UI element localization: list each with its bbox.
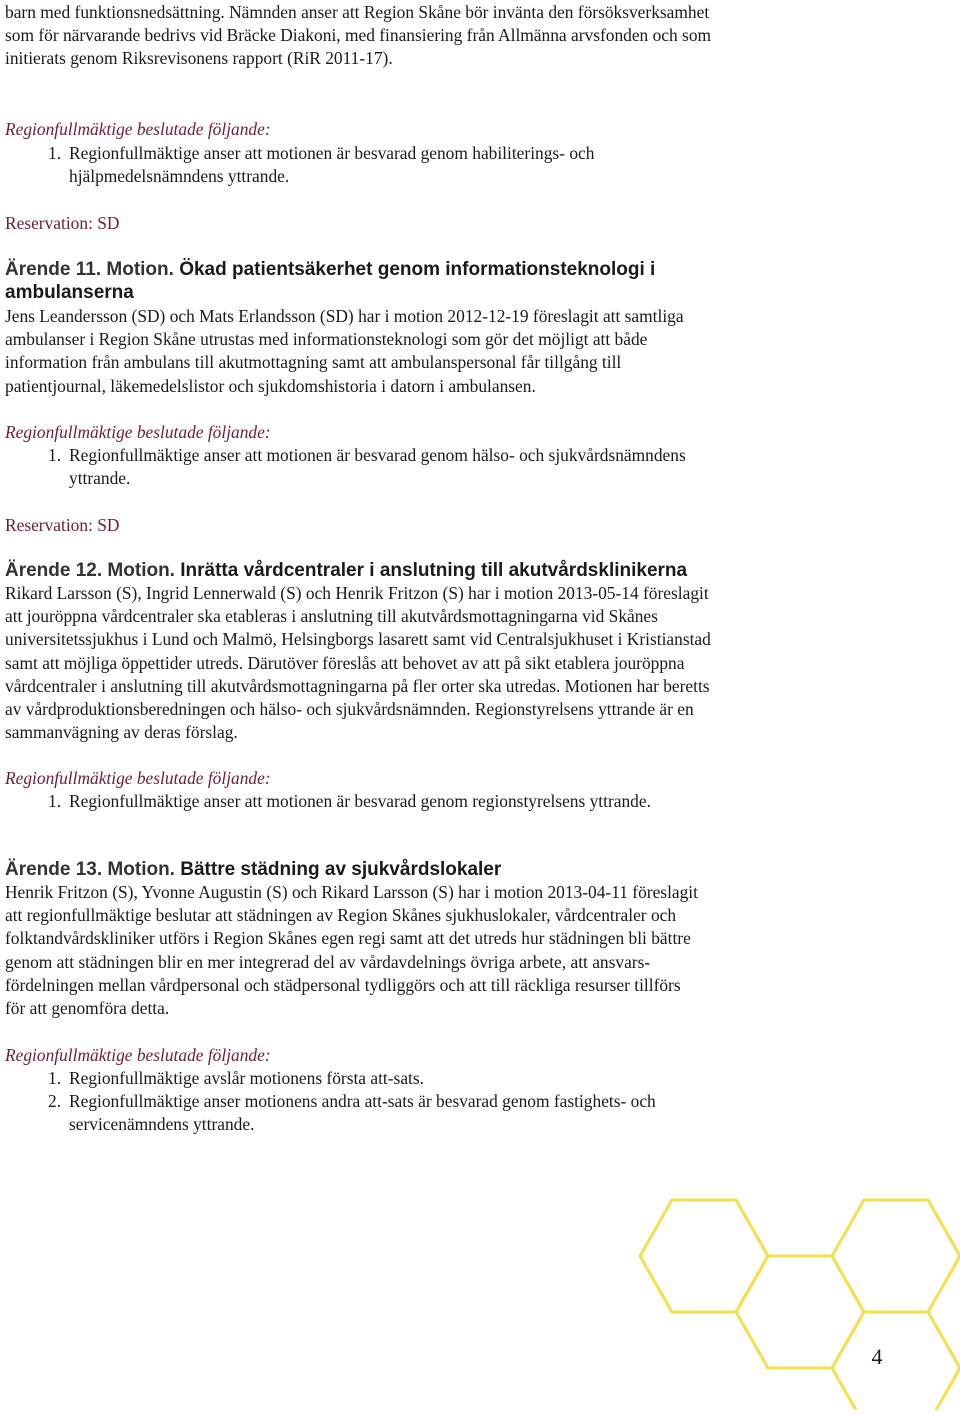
arende-13-title <box>5 858 905 881</box>
text-line: för att genomföra detta. <box>5 998 170 1019</box>
text-line: ambulanser i Region Skåne utrustas med informationsteknologi som gör det möjligt att både <box>5 329 648 350</box>
text-line: folktandvårdskliniker utförs i Region Skånes egen regi samt att det utreds hur städningen bli bättre <box>5 928 691 949</box>
text-line: Regionfullmäktige anser att motionen är besvarad genom regionstyrelsens yttrande. <box>69 791 651 811</box>
title-text: Bättre städning av sjukvårdslokaler <box>180 859 502 880</box>
text-line: vårdcentraler i anslutning till akutvårdsmottagningarna på fler orter ska utredas. Motionen har beretts <box>5 675 710 696</box>
page-number: 4 <box>871 1344 883 1369</box>
text-line: Regionfullmäktige avslår motionens första att-sats. <box>69 1068 424 1088</box>
text-line: samt att möjliga öppettider utreds. Därutöver föreslås att behovet av att på sikt etablera jouröppna <box>5 652 685 673</box>
intro-paragraph <box>5 1 905 71</box>
list-item <box>5 444 905 490</box>
title-prefix: Ärende 12. Motion. <box>5 560 175 581</box>
text-line: Rikard Larsson (S), Ingrid Lennerwald (S) och Henrik Fritzon (S) har i motion 2013-05-14 föreslagit <box>5 583 709 603</box>
list-item <box>5 790 905 813</box>
decision-list <box>5 444 905 490</box>
text-line: yttrande. <box>69 468 131 489</box>
list-number: 2. <box>48 1091 62 1112</box>
text-line: Regionfullmäktige anser motionens andra att-sats är besvarad genom fastighets- och <box>69 1091 656 1112</box>
decision-list <box>5 790 905 813</box>
list-item <box>5 1067 905 1090</box>
title-prefix: Ärende 11. Motion. <box>5 259 174 280</box>
arende-12-title <box>5 559 905 582</box>
text-line: genom att städningen blir en mer integrerad del av vårdavdelnings övriga arbete, att ansvars- <box>5 951 651 972</box>
hexagon-shape <box>640 1200 768 1312</box>
list-item <box>5 1090 905 1136</box>
decision-heading: Regionfullmäktige beslutade följande: <box>5 119 271 139</box>
title-text: ambulanserna <box>5 282 134 303</box>
title-prefix: Ärende 13. Motion. <box>5 859 175 880</box>
hexagon-shape <box>832 1200 960 1312</box>
hexagon-shape <box>736 1256 864 1368</box>
text-line: information från ambulans till akutmottagning samt att ambulanspersonal får tillgång till <box>5 352 622 373</box>
hexagon-decoration <box>630 1190 960 1410</box>
text-line: barn med funktionsnedsättning. Nämnden anser att Region Skåne bör invänta den försöksverksamhet <box>5 2 710 22</box>
text-line: av vårdproduktionsberedningen och hälso- och sjukvårdsnämnden. Regionstyrelsens yttrande är en <box>5 699 694 720</box>
decision-heading: Regionfullmäktige beslutade följande: <box>5 1045 271 1065</box>
text-line: som för närvarande bedrivs vid Bräcke Diakoni, med finansiering från Allmänna arvsfonden och som <box>5 25 712 46</box>
text-line: Regionfullmäktige anser att motionen är besvarad genom habiliterings- och <box>69 143 595 163</box>
reservation-note: Reservation: SD <box>5 213 120 233</box>
text-line: patientjournal, läkemedelslistor och sjukdomshistoria i datorn i ambulansen. <box>5 375 536 396</box>
decision-heading: Regionfullmäktige beslutade följande: <box>5 422 271 442</box>
decision-heading: Regionfullmäktige beslutade följande: <box>5 768 271 788</box>
text-line: sammanvägning av deras förslag. <box>5 722 238 743</box>
text-line: hjälpmedelsnämndens yttrande. <box>69 166 290 187</box>
text-line: servicenämndens yttrande. <box>69 1114 255 1135</box>
hexagon-shape <box>832 1312 960 1410</box>
text-line: Henrik Fritzon (S), Yvonne Augustin (S) och Rikard Larsson (S) har i motion 2013-04-11 föreslagit <box>5 882 698 902</box>
title-text: Ökad patientsäkerhet genom informationsteknologi i <box>179 259 656 280</box>
arende-11-title <box>5 258 905 304</box>
text-line: att regionfullmäktige beslutar att städningen av Region Skånes sjukhuslokaler, vårdcentraler och <box>5 905 677 926</box>
list-item <box>5 142 905 188</box>
arende-12-body <box>5 582 905 744</box>
list-number: 1. <box>48 143 62 163</box>
decision-list <box>5 1067 905 1137</box>
arende-11-body <box>5 305 905 398</box>
arende-13-body <box>5 881 905 1020</box>
list-number: 1. <box>48 1068 62 1088</box>
hexagon-pattern-icon <box>630 1190 960 1410</box>
reservation-note: Reservation: SD <box>5 515 120 535</box>
text-line: initierats genom Riksrevisonens rapport (RiR 2011-17). <box>5 48 393 69</box>
text-line: att jouröppna vårdcentraler ska etableras i anslutning till akutvårdsmottagningarna vid Skånes <box>5 606 658 627</box>
decision-list <box>5 142 905 188</box>
list-number: 1. <box>48 791 62 811</box>
list-number: 1. <box>48 445 62 465</box>
text-line: Jens Leandersson (SD) och Mats Erlandsson (SD) har i motion 2012-12-19 föreslagit att samtliga <box>5 306 684 326</box>
title-text: Inrätta vårdcentraler i anslutning till akutvårdsklinikerna <box>180 560 688 581</box>
text-line: fördelningen mellan vårdpersonal och städpersonal tydliggörs och att till räckliga resurser tillförs <box>5 974 681 995</box>
text-line: Regionfullmäktige anser att motionen är besvarad genom hälso- och sjukvårdsnämndens <box>69 445 686 465</box>
text-line: universitetssjukhus i Lund och Malmö, Helsingborgs lasarett samt vid Centralsjukhuset i Kristianstad <box>5 629 711 650</box>
